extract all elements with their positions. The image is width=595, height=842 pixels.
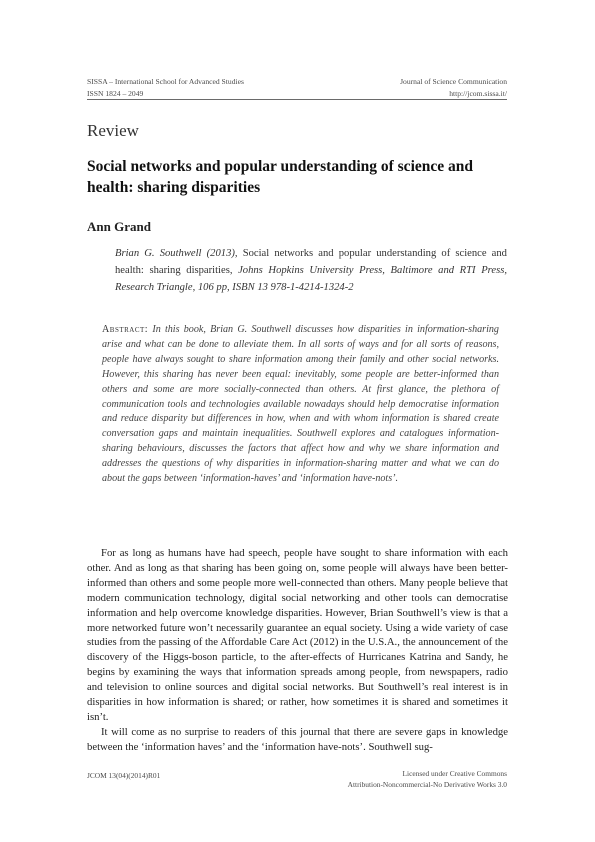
citation-footer: JCOM 13(04)(2014)R01 [87, 771, 161, 780]
journal-name: Journal of Science Communication [400, 77, 507, 86]
reference-publisher: Johns Hopkins University Press, Baltimore and RTI Press, Research Triangle, 106 pp, ISBN 13 978-1-4214-1324-2 [115, 265, 507, 293]
reference-book-title: Social networks and popular understanding of science and health: sharing disparities, [115, 248, 507, 276]
header-divider [87, 99, 507, 100]
abstract-label: Abstract: [102, 324, 149, 335]
body-paragraph: For as long as humans have had speech, people have sought to share information with each other. And as long as that sharing has been going on, some people will always have been better-informed than others and some people more well-connected than others. Many people believe that modern communication technology, digital social networking and other tools can democratise information and help overcome knowledge disparities. However, Brian Southwell’s view is that a more networked future won’t necessarily guarantee an equal society. Using a wide variety of case studies from the passing of the Affordable Care Act (2012) in the U.S.A., the announcement of the discovery of the Higgs-boson particle, to the after-effects of Hurricanes Katrina and Sandy, he begins by examining the ways that information spreads among people, from newspapers, radio and television to online sources and digital social networks. But Southwell’s real interest is in disparities in how information is shared; or rather, how sometimes it is shared and sometimes it isn’t. [87, 547, 508, 723]
license-line: Licensed under Creative Commons [402, 769, 507, 778]
abstract [102, 323, 499, 487]
book-reference [115, 245, 507, 296]
author-name: Ann Grand [87, 219, 151, 234]
license-line: Attribution-Noncommercial-No Derivative Works 3.0 [347, 780, 507, 789]
journal-publisher: SISSA – International School for Advanced Studies [87, 77, 244, 86]
license-footer [348, 768, 507, 790]
article-title: Social networks and popular understanding of science and health: sharing disparities [87, 158, 473, 196]
abstract-text: In this book, Brian G. Southwell discusses how disparities in information-sharing arise and what can be done to alleviate them. In all sorts of ways and for all sorts of reasons, people have always sought to share information among their family and other social networks. However, this sharing has never been equal: inevitably, some people are better-informed than others and some are more socially-connected than others. At first glance, the plethora of communication tools and technologies available nowadays should help democratise information and reduce disparity but differences in how, when and with whom information is shared create conversation gaps and maintain inequalities. Southwell explores and catalogues information-sharing behaviours, discusses the factors that affect how and why we share information and addresses the questions of why disparities in information-sharing matter and what we can do about the gaps between ‘information-haves’ and ‘information have-nots’. [102, 324, 499, 485]
reference-authors: Brian G. Southwell (2013), [115, 248, 238, 259]
journal-url[interactable]: http://jcom.sissa.it/ [449, 89, 507, 98]
body-paragraph: It will come as no surprise to readers of this journal that there are severe gaps in knowledge between the ‘information haves’ and the ‘information have-nots’. Southwell sug- [87, 725, 508, 753]
section-label: Review [87, 121, 139, 140]
journal-issn: ISSN 1824 – 2049 [87, 89, 144, 98]
article-body [87, 546, 508, 755]
